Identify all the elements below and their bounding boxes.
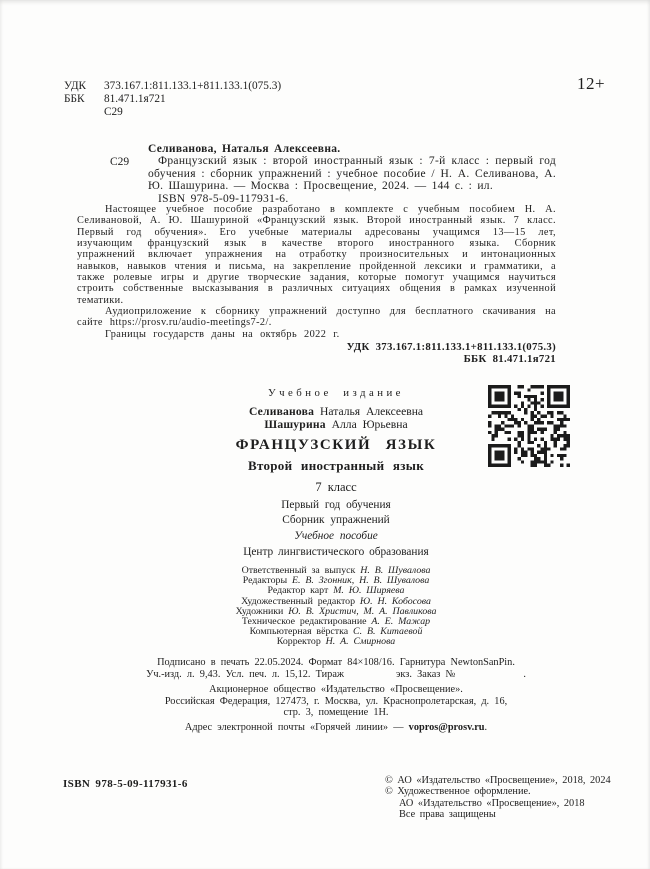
catalog-description: Французский язык : второй иностранный язык : 7-й класс : первый год обучения : сборник упражнений : учебное пособие / Н. А. Селиванова, А. Ю. Шашурина. — Москва : Просвещение, 2024. — 144 с. : ил. <box>148 155 556 193</box>
series-line: Сборник упражнений <box>282 514 390 526</box>
classification-bottom-block <box>77 342 556 365</box>
age-rating-badge: 12+ <box>577 74 606 93</box>
author-code: С29 <box>104 105 123 118</box>
credit-row: Техническое редактирование А. Е. Мажар <box>241 616 431 628</box>
imprint-block <box>116 657 556 734</box>
copyright-line: Все права защищены <box>399 809 496 821</box>
catalog-author: Селиванова, Наталья Алексеевна. <box>148 143 341 155</box>
author-1-given: Наталья Алексеевна <box>320 405 424 418</box>
copyright-line: АО «Издательство «Просвещение», 2018 <box>399 797 585 809</box>
annotation-audio-note: Аудиоприложение к сборнику упражнений доступно для бесплатного скачивания на сайте https://prosv.ru/audio-meetings7-2/. <box>77 306 556 329</box>
annotation <box>77 204 556 340</box>
credit-row: Ответственный за выпуск Н. В. Шувалова <box>241 565 431 576</box>
credit-row: Художественный редактор Ю. Н. Кобосова <box>241 595 431 607</box>
book-subtitle: Второй иностранный язык <box>247 458 425 473</box>
udk-row <box>64 80 281 93</box>
classification-block <box>64 80 281 119</box>
credit-row: Корректор Н. А. Смирнова <box>276 636 396 648</box>
catalog-card-code: С29 <box>110 156 130 168</box>
bbk-value: 81.471.1я721 <box>104 92 166 105</box>
book-title: ФРАНЦУЗСКИЙ ЯЗЫК <box>235 437 437 453</box>
publisher-address-2: стр. 3, помещение 1Н. <box>283 707 389 719</box>
linguistic-center-line: Центр лингвистического образования <box>243 546 429 558</box>
author-1-surname: Селиванова <box>248 405 315 418</box>
staff-credits <box>116 566 556 648</box>
bbk-label: ББК <box>64 92 85 105</box>
udk-value: 373.167.1:811.133.1+811.133.1(075.3) <box>104 80 282 92</box>
publisher-line: Акционерное общество «Издательство «Просвещение». <box>209 683 463 695</box>
credit-row: Редактор карт М. Ю. Ширяева <box>267 585 405 597</box>
author-2-surname: Шашурина <box>264 418 326 431</box>
credit-row: Редакторы Е. В. Згонник, Н. В. Шувалова <box>242 575 430 587</box>
print-volume-line: Уч.-изд. л. 9,43. Усл. печ. л. 15,12. Тираж экз. Заказ № . <box>146 668 526 680</box>
credit-row: Компьютерная вёрстка С. В. Китаевой <box>249 626 423 638</box>
catalog-isbn: ISBN 978-5-09-117931-6. <box>158 192 289 205</box>
footer-isbn: ISBN 978-5-09-117931-6 <box>63 778 188 790</box>
grade-line: 7 класс <box>315 480 357 494</box>
author-code-row <box>64 106 281 119</box>
catalog-card <box>148 143 556 205</box>
annotation-borders-note: Границы государств даны на октябрь 2022 г. <box>105 328 340 340</box>
publisher-address-1: Российская Федерация, 127473, г. Москва, ул. Краснопролетарская, д. 16, <box>164 695 508 707</box>
publication-type-line: Учебное пособие <box>294 530 378 542</box>
qr-code <box>488 385 570 467</box>
copyright-line: © АО «Издательство «Просвещение», 2018, 2024 <box>385 775 611 786</box>
author-2-given: Алла Юрьевна <box>331 418 408 431</box>
bbk-row <box>64 93 281 106</box>
print-signoff-line: Подписано в печать 22.05.2024. Формат 84×108/16. Гарнитура NewtonSanPin. <box>157 657 515 668</box>
credit-row: Художники Ю. В. Христич, М. А. Павликова <box>235 605 437 617</box>
udk-label: УДК <box>64 80 87 92</box>
copyright-block <box>385 775 611 821</box>
bbk-bold-line: ББК 81.471.1я721 <box>463 352 556 365</box>
study-year-line: Первый год обучения <box>281 499 391 511</box>
udk-bold-line: УДК 373.167.1:811.133.1+811.133.1(075.3) <box>346 341 556 353</box>
edition-kind: Учебное издание <box>268 387 404 399</box>
annotation-paragraph: Настоящее учебное пособие разработано в комплекте с учебным пособием Н. А. Селивановой, А. Ю. Шашуриной «Французский язык. Второй иностранный язык. 7 класс. Первый год обучения». Его учебные материалы адресованы учащимся 13—15 лет, изучающим французский язык в качестве второго иностранного языка. Сборник упражнений включает упражнения на отработку произносительных и интонационных навыков, навыков чтения и письма, на закрепление пройденной лексики и грамматики, а также ролевые игры и другие творческие задания, которые помогут учащимся научиться строить собственные высказывания в различных ситуациях общения в рамках изученной тематики. <box>77 204 556 306</box>
hotline-email-line: Адрес электронной почты «Горячей линии» — vopros@prosv.ru. <box>184 721 488 733</box>
hotline-email: vopros@prosv.ru <box>408 721 485 733</box>
copyright-line: © Художественное оформление. <box>385 786 531 798</box>
